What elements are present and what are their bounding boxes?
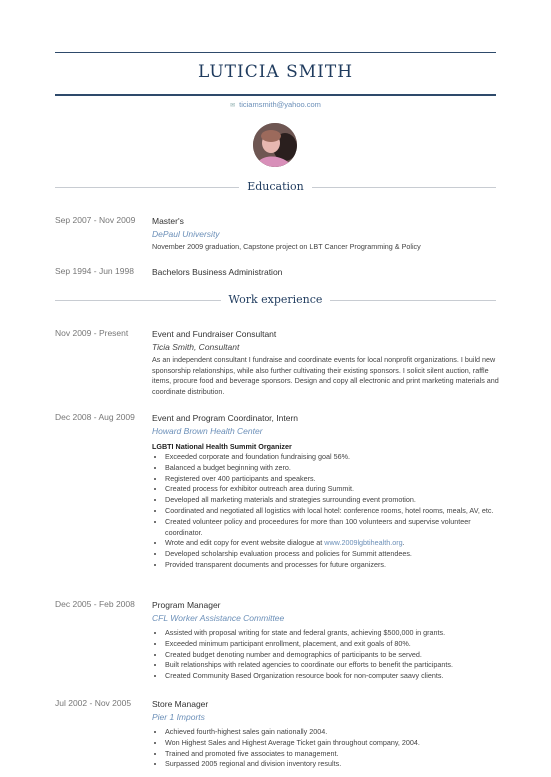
employer-link[interactable]: CFL Worker Assistance Committee (152, 613, 285, 623)
employer-link[interactable]: Howard Brown Health Center (152, 426, 263, 436)
degree: Bachelors Business Administration (152, 267, 283, 277)
job-title: Store Manager (152, 699, 209, 709)
employer-link[interactable]: Pier 1 Imports (152, 712, 205, 722)
candidate-name: LUTICIA SMITH (197, 62, 354, 82)
mail-icon: ✉ (230, 103, 236, 109)
job-title: Event and Fundraiser Consultant (152, 329, 277, 339)
website-link[interactable]: www.2009lgbtihealth.org (324, 538, 403, 548)
job-title: Event and Program Coordinator, Intern (152, 413, 298, 423)
job-title: Program Manager (152, 600, 221, 610)
top-rule (55, 52, 496, 53)
bullet-list: • Exceeded corporate and foundation fundraising goal 56%. • Balanced a budget beginning with zero. • Registered over 400 participants and speakers. • Created process for exhibitor outreach area during Summit. • Developed all marketing materials and strategies surrounding event promotion. • Coordinated and negotiated all logistics with local hotel: conference rooms, hotel rooms, meals, AV, etc. • Created volunteer policy and proceedures for more than 100 volunteers and supervise volunteer coordinator. • Wrote and edit copy for event website dialogue at www.2009lgbtihealth.org. • Developed scholarship evaluation process and policies for Summit attendees. • Provided transparent documents and processes for future organizers. (152, 452, 500, 571)
name-underline (55, 94, 496, 96)
avatar (253, 123, 297, 167)
email-link[interactable]: ticiamsmith@yahoo.com (239, 100, 321, 109)
work-heading: Work experience (55, 293, 496, 307)
bullet-list: • Achieved fourth-highest sales gain nationally 2004. • Won Highest Sales and Highest Average Ticket gain throughout company, 2004. • Trained and promoted five associates to management. • Surpassed 2005 regional and division inventory results. (152, 727, 500, 770)
bullet-list: • Assisted with proposal writing for state and federal grants, achieving $500,000 in grants. • Exceeded minimum participant enrollment, placement, and exit goals of 80%. • Created budget denoting number and demographics of participants to be served. • Built relationships with related agencies to coordinate our efforts to benefit the participants. • Created Community Based Organization resource book for non-computer saavy clients. (152, 628, 500, 682)
school-link[interactable]: DePaul University (152, 229, 220, 239)
contact-line (0, 100, 551, 109)
degree: Master's (152, 216, 184, 226)
employer: Ticia Smith, Consultant (152, 342, 240, 352)
education-heading: Education (55, 180, 496, 194)
